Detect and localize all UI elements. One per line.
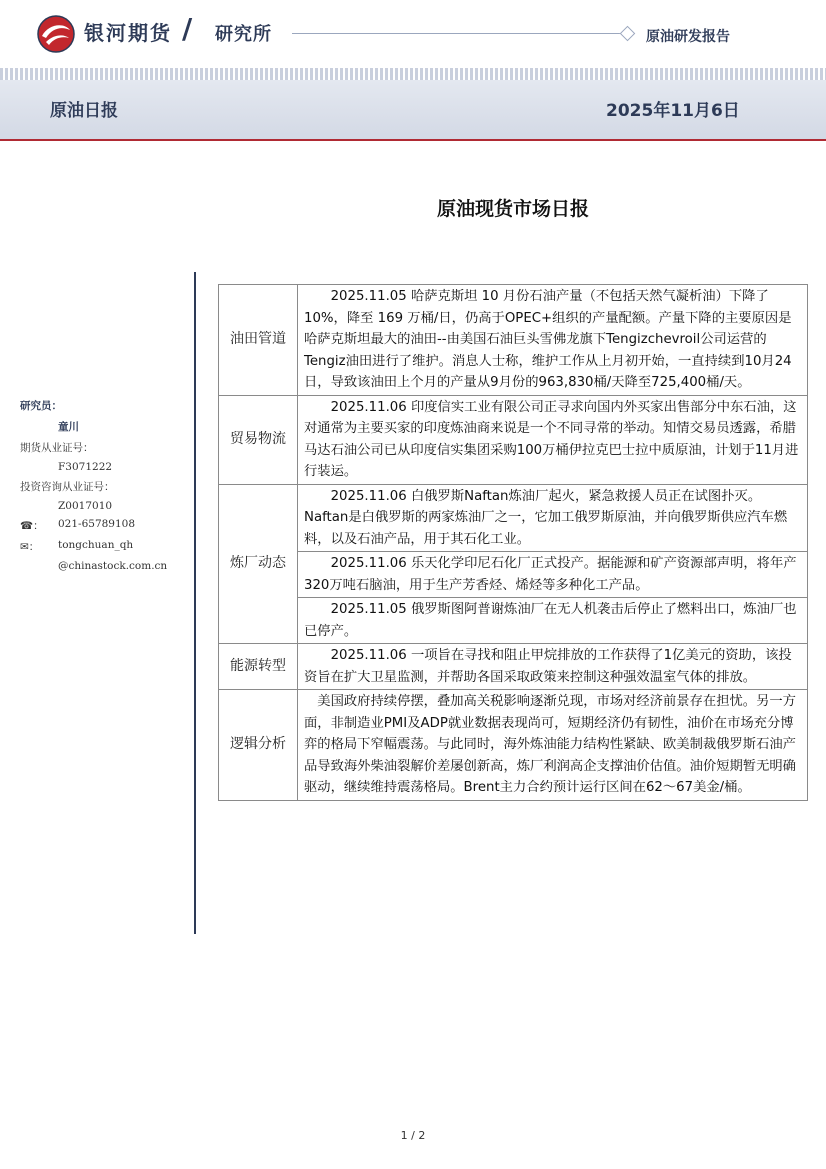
category-cell: 油田管道	[219, 285, 298, 396]
researcher-name: 童川	[58, 421, 79, 433]
category-cell: 逻辑分析	[219, 690, 298, 801]
sidebar-divider	[194, 272, 196, 934]
divider-slash: /	[182, 12, 193, 45]
advisory-cert: Z0017010	[58, 500, 113, 512]
advisory-cert-label: 投资咨询从业证号：	[20, 481, 115, 493]
news-paragraph: 2025.11.06 印度信实工业有限公司正寻求向国内外买家出售部分中东石油，这对通常为主要买家的印度炼油商来说是一个不同寻常的举动。知情交易员透露，希腊马达石油公司已从印度信实集团采购100万桶伊拉克巴士拉中质原油，计划于11月进行装运。	[298, 395, 808, 484]
email-icon: ✉：	[20, 541, 40, 553]
news-paragraph: 美国政府持续停摆，叠加高关税影响逐渐兑现，市场对经济前景存在担忧。另一方面，非制造业PMI及ADP就业数据表现尚可，短期经济仍有韧性，油价在市场充分博弈的格局下窄幅震荡。与此同时，海外炼油能力结构性紧缺、欧美制裁俄罗斯石油产品导致海外柴油裂解价差屡创新高，炼厂利润高企支撑油价估值。油价短期暂无明确驱动，继续维持震荡格局。Brent主力合约预计运行区间在62～67美金/桶。	[298, 690, 808, 801]
researcher-info	[20, 398, 190, 578]
category-cell: 能源转型	[219, 644, 298, 690]
report-date: 2025年11月6日	[606, 101, 740, 121]
news-paragraph: 2025.11.05 俄罗斯图阿普谢炼油厂在无人机袭击后停止了燃料出口，炼油厂也已停产。	[298, 598, 808, 644]
institute-name: 研究所	[215, 24, 272, 45]
phone-icon: ☎：	[20, 520, 44, 532]
phone-number: 021-65789108	[58, 518, 136, 530]
category-cell: 贸易物流	[219, 395, 298, 484]
news-paragraph: 2025.11.06 一项旨在寻找和阻止甲烷排放的工作获得了1亿美元的资助，该投资旨在扩大卫星监测，并帮助各国采取政策来控制这种强效温室气体的排放。	[298, 644, 808, 690]
table-row	[219, 552, 808, 598]
main-title: 原油现货市场日报	[436, 198, 589, 220]
table-row	[219, 644, 808, 690]
page-number: 1 / 2	[400, 1129, 426, 1142]
email-line-1[interactable]: tongchuan_qh	[58, 539, 134, 551]
researcher-label: 研究员：	[20, 400, 62, 412]
news-paragraph: 2025.11.06 白俄罗斯Naftan炼油厂起火，紧急救援人员正在试图扑灭。Naftan是白俄罗斯的两家炼油厂之一，它加工俄罗斯原油，并向俄罗斯供应汽车燃料，以及石油产品，用于其石化工业。	[298, 484, 808, 552]
futures-cert: F3071222	[58, 461, 113, 473]
galaxy-logo-icon	[36, 14, 76, 54]
email-line-2[interactable]: @chinastock.com.cn	[58, 560, 168, 572]
table-row	[219, 690, 808, 801]
header-rule	[292, 33, 622, 34]
news-table	[218, 284, 808, 801]
report-type: 原油研发报告	[646, 29, 730, 45]
futures-cert-label: 期货从业证号：	[20, 442, 94, 454]
category-cell: 炼厂动态	[219, 484, 298, 644]
page-header	[0, 0, 826, 68]
news-paragraph: 2025.11.06 乐天化学印尼石化厂正式投产。据能源和矿产资源部声明，将年产320万吨石脑油，用于生产芳香烃、烯烃等多种化工产品。	[298, 552, 808, 598]
table-row	[219, 484, 808, 552]
report-title: 原油日报	[50, 101, 118, 121]
title-band-rule	[0, 139, 826, 141]
diamond-icon	[620, 26, 636, 42]
table-row	[219, 395, 808, 484]
table-row	[219, 285, 808, 396]
news-paragraph: 2025.11.05 哈萨克斯坦 10 月份石油产量（不包括天然气凝析油）下降了 10%，降至 169 万桶/日，仍高于OPEC+组织的产量配额。产量下降的主要原因是哈萨克斯坦最大的油田--由美国石油巨头雪佛龙旗下Tengizchevroil公司运营的Tengiz油田进行了维护。消息人士称，维护工作从上月初开始，一直持续到10月24日，导致该油田上个月的产量从9月份的963,830桶/天降至725,400桶/天。	[298, 285, 808, 396]
header-stripe	[0, 68, 826, 80]
table-row	[219, 598, 808, 644]
company-name: 银河期货	[84, 21, 172, 45]
